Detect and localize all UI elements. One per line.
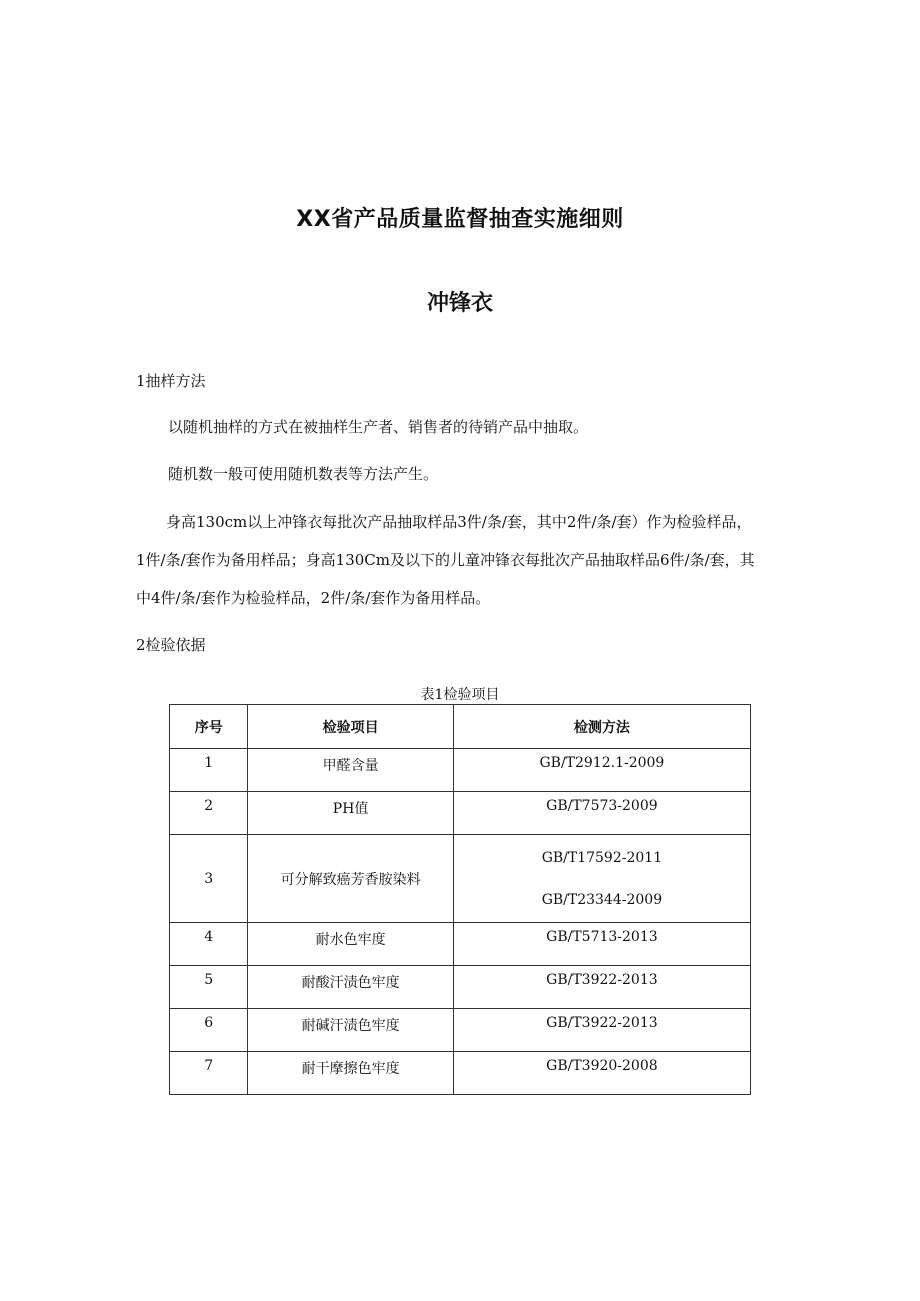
cell-serial-number: 5 bbox=[170, 966, 248, 1009]
paragraph-random-number: 随机数一般可使用随机数表等方法产生。 bbox=[168, 465, 439, 483]
cell-test-method: GB/T7573-2009 bbox=[453, 792, 750, 835]
cell-test-method: GB/T5713-2013 bbox=[453, 923, 750, 966]
table-row bbox=[170, 923, 751, 966]
table-row bbox=[170, 1009, 751, 1052]
table-row bbox=[170, 749, 751, 792]
section-1-heading: 1抽样方法 bbox=[136, 372, 206, 390]
section-2-heading: 2检验依据 bbox=[136, 636, 206, 654]
table-caption: 表1检验项目 bbox=[420, 687, 500, 703]
cell-test-method: GB/T3920-2008 bbox=[453, 1052, 750, 1095]
document-title: XX省产品质量监督抽查实施细则 bbox=[296, 207, 624, 232]
header-inspection-item: 检验项目 bbox=[248, 705, 453, 749]
cell-test-method: GB/T2912.1-2009 bbox=[453, 749, 750, 792]
cell-inspection-item: 耐酸汗渍色牢度 bbox=[248, 966, 453, 1009]
cell-test-method bbox=[453, 835, 750, 923]
document-subtitle: 冲锋衣 bbox=[426, 291, 493, 316]
test-method-line: GB/T23344-2009 bbox=[541, 891, 663, 908]
table-row bbox=[170, 835, 751, 923]
inspection-items-table bbox=[169, 704, 751, 1095]
table-row bbox=[170, 792, 751, 835]
test-method-line: GB/T17592-2011 bbox=[541, 849, 663, 866]
paragraph-line: 中4件/条/套作为检验样品，2件/条/套作为备用样品。 bbox=[136, 589, 491, 607]
cell-serial-number: 4 bbox=[170, 923, 248, 966]
table-header-row bbox=[170, 705, 751, 749]
cell-serial-number: 7 bbox=[170, 1052, 248, 1095]
paragraph-line: 1件/条/套作为备用样品；身高130Cm及以下的儿童冲锋衣每批次产品抽取样品6件/条/套，其 bbox=[136, 551, 755, 569]
header-test-method: 检测方法 bbox=[453, 705, 750, 749]
paragraph-sampling-method: 以随机抽样的方式在被抽样生产者、销售者的待销产品中抽取。 bbox=[168, 418, 589, 436]
table-row bbox=[170, 966, 751, 1009]
cell-inspection-item: 甲醛含量 bbox=[248, 749, 453, 792]
header-serial-number: 序号 bbox=[170, 705, 248, 749]
cell-inspection-item: PH值 bbox=[248, 792, 453, 835]
cell-serial-number: 1 bbox=[170, 749, 248, 792]
paragraph-sample-quantity bbox=[136, 503, 796, 617]
table-row bbox=[170, 1052, 751, 1095]
cell-serial-number: 2 bbox=[170, 792, 248, 835]
cell-inspection-item: 耐碱汗渍色牢度 bbox=[248, 1009, 453, 1052]
cell-serial-number: 6 bbox=[170, 1009, 248, 1052]
cell-inspection-item: 耐水色牢度 bbox=[248, 923, 453, 966]
paragraph-line: 身高130cm以上冲锋衣每批次产品抽取样品3件/条/套，其中2件/条/套）作为检验样品， bbox=[136, 513, 752, 531]
cell-serial-number: 3 bbox=[170, 835, 248, 923]
cell-test-method: GB/T3922-2013 bbox=[453, 1009, 750, 1052]
cell-inspection-item: 耐干摩擦色牢度 bbox=[248, 1052, 453, 1095]
cell-inspection-item: 可分解致癌芳香胺染料 bbox=[248, 835, 453, 923]
cell-test-method: GB/T3922-2013 bbox=[453, 966, 750, 1009]
